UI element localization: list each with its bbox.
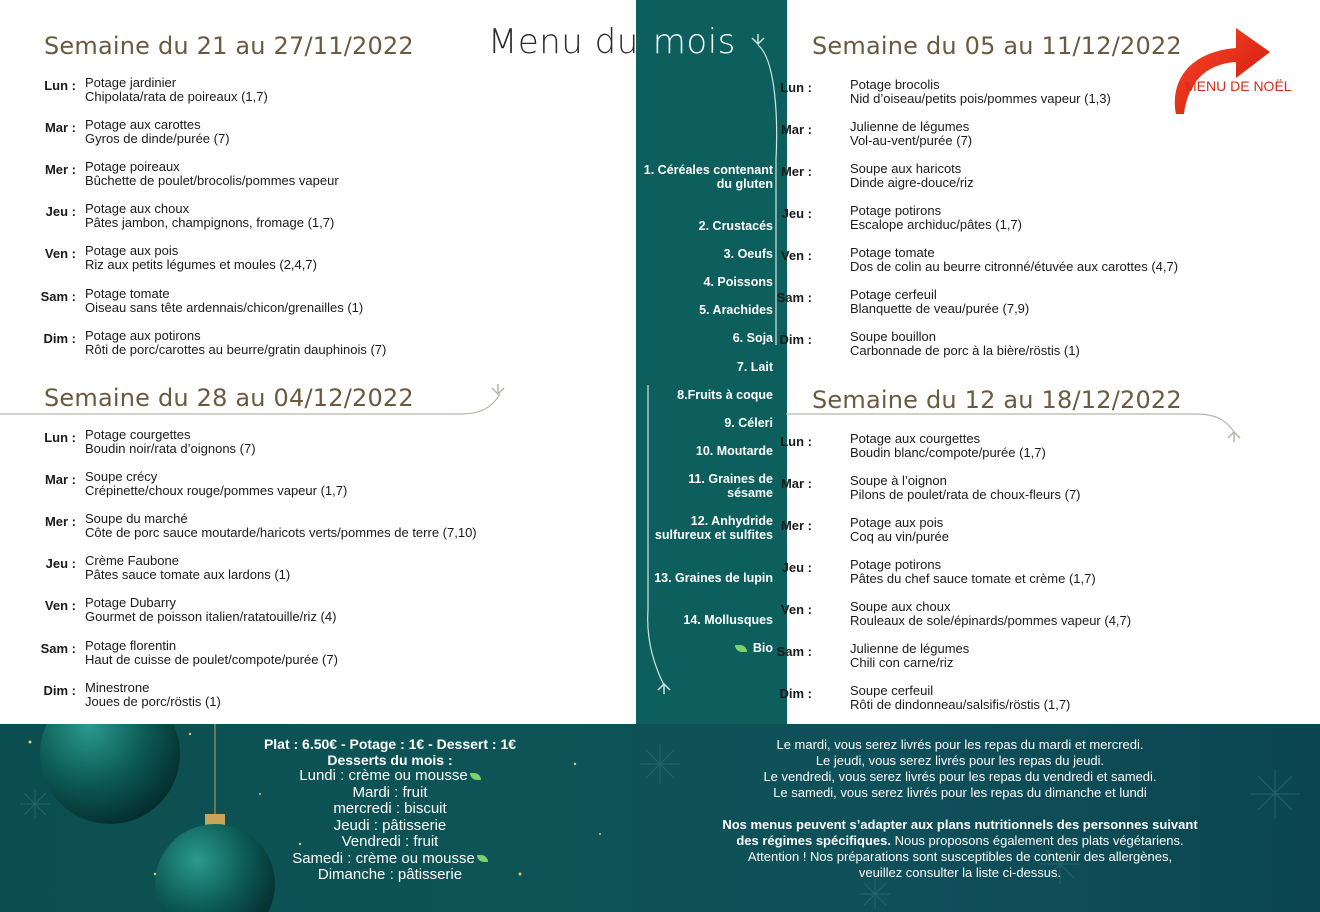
soup-line: Soupe du marché [85,511,188,526]
day-dishes [85,160,339,188]
day-dishes [85,639,338,667]
day-dishes [850,330,1080,358]
day-label: Sam : [776,290,812,305]
allergen-item [643,514,773,542]
day-dishes [85,512,477,540]
day-dishes [85,596,336,624]
soup-line: Crème Faubone [85,553,179,568]
day-dishes [850,516,949,544]
main-dish-line: Coq au vin/purée [850,529,950,544]
main-dish-line: Bûchette de poulet/brocolis/pommes vapeur [85,173,339,188]
soup-line: Soupe aux choux [850,599,951,614]
soup-line: Potage aux potirons [85,328,201,343]
day-label: Lun : [780,80,812,95]
day-dishes [850,204,1022,232]
dessert-label: Jeudi : pâtisserie [333,816,447,834]
day-dishes [850,120,972,148]
week-block-1 [40,32,414,357]
dessert-label: Dimanche : pâtisserie [317,866,463,883]
day-label: Mar : [44,472,76,487]
main-dish-line: Boudin noir/rata d’oignons (7) [85,441,256,456]
leaf-icon [477,855,488,862]
day-label: Sam : [40,289,76,304]
main-dish-line: Pâtes sauce tomate aux lardons (1) [85,567,291,582]
day-label: Ven : [44,598,76,613]
day-dishes [850,558,1096,586]
soup-line: Potage aux pois [85,243,179,258]
allergen-label: 8.Fruits à coque [677,388,773,402]
main-dish-line: Crépinette/choux rouge/pommes vapeur (1,7) [85,483,348,498]
main-dish-line: Boudin blanc/compote/purée (1,7) [850,445,1046,460]
main-dish-line: Rôti de porc/carottes au beurre/gratin dauphinois (7) [85,342,387,357]
desserts-title: Desserts du mois : [327,752,453,768]
soup-line: Soupe cerfeuil [850,683,934,698]
allergen-item [643,613,773,627]
soup-line: Julienne de légumes [850,119,970,134]
leaf-icon [470,773,481,780]
dessert-label: mercredi : biscuit [333,800,447,817]
day-label: Mar : [780,476,812,491]
allergen-item [643,275,773,289]
main-dish-line: Gourmet de poisson italien/ratatouille/riz (4) [85,609,337,624]
dessert-item [230,818,550,835]
day-dishes [85,554,290,582]
title-part1: Menu du [488,22,639,62]
footer-banner [0,724,1320,912]
allergen-item [643,163,773,191]
prices-line: Plat : 6.50€ - Potage : 1€ - Dessert : 1€ [263,736,517,752]
diet-notice: Nos menus peuvent s’adapter aux plans nutritionnels des personnes suivant [722,817,1198,832]
day-dishes [85,287,363,315]
week-title: Semaine du 21 au 27/11/2022 [44,32,414,60]
dessert-label: Mardi : fruit [352,783,428,801]
main-dish-line: Pâtes jambon, champignons, fromage (1,7) [85,215,335,230]
main-dish-line: Rôti de dindonneau/salsifis/röstis (1,7) [850,697,1071,712]
day-label: Lun : [44,430,76,445]
main-dish-line: Gyros de dinde/purée (7) [85,131,230,146]
allergen-item [643,219,773,233]
day-dishes [850,246,1178,274]
day-label: Sam : [776,644,812,659]
main-dish-line: Vol-au-vent/purée (7) [850,133,973,148]
main-dish-line: Carbonnade de porc à la bière/röstis (1) [850,343,1080,358]
allergen-label: 13. Graines de lupin [654,571,773,585]
allergen-label: 7. Lait [736,360,773,374]
day-dishes [85,329,386,357]
dessert-label: Vendredi : fruit [341,833,439,850]
soup-line: Potage potirons [850,203,942,218]
allergen-item [643,388,773,402]
allergen-label: 2. Crustacés [698,219,773,233]
soup-line: Potage potirons [850,557,942,572]
dessert-item [230,768,550,785]
soup-line: Soupe à l’oignon [850,473,947,488]
allergen-item [643,444,773,458]
main-dish-line: Nid d’oiseau/petits pois/pommes vapeur (1,3) [850,91,1111,106]
main-dish-line: Dinde aigre-douce/riz [850,175,974,190]
day-label: Mar : [780,122,812,137]
allergen-label: 12. Anhydride sulfureux et sulfites [654,514,773,542]
soup-line: Potage florentin [85,638,177,653]
main-dish-line: Côte de porc sauce moutarde/haricots verts/pommes de terre (7,10) [85,525,477,540]
day-dishes [85,428,256,456]
allergen-item [643,247,773,261]
day-dishes [850,600,1131,628]
soup-line: Potage aux choux [85,201,190,216]
main-dish-line: Oiseau sans tête ardennais/chicon/grenailles (1) [85,300,364,315]
main-dish-line: Rouleaux de sole/épinards/pommes vapeur (4,7) [850,613,1132,628]
diet-rest: Nous proposons également des plats végétariens. [890,833,1184,848]
soup-line: Potage cerfeuil [850,287,937,302]
main-dish-line: Blanquette de veau/purée (7,9) [850,301,1030,316]
allergen-label: 5. Arachides [699,303,773,317]
soup-line: Soupe bouillon [850,329,937,344]
week-title: Semaine du 28 au 04/12/2022 [44,384,414,412]
soup-line: Soupe aux haricots [850,161,962,176]
diet-notice-2 [660,833,1260,849]
soup-line: Potage courgettes [85,427,191,442]
allergen-item [643,303,773,317]
allergen-label: Bio [752,641,773,655]
soup-line: Potage brocolis [850,77,940,92]
main-dish-line: Dos de colin au beurre citronné/étuvée aux carottes (4,7) [850,259,1179,274]
day-dishes [85,470,347,498]
dessert-label: Lundi : crème ou mousse [299,767,468,784]
day-dishes [850,642,969,670]
prices-desserts [230,736,550,884]
day-label: Jeu : [45,556,76,571]
soup-line: Potage tomate [85,286,170,301]
day-label: Ven : [780,248,812,263]
soup-line: Julienne de légumes [850,641,970,656]
main-dish-line: Pâtes du chef sauce tomate et crème (1,7) [850,571,1096,586]
divider-left [0,380,520,420]
day-dishes [850,474,1081,502]
christmas-menu-link[interactable]: MENU DE NOËL [1185,78,1292,94]
allergen-column [636,0,787,724]
dessert-item [230,867,550,884]
day-label: Dim : [779,686,812,701]
dessert-item [230,785,550,802]
day-dishes [85,76,268,104]
day-label: Mer : [780,518,812,533]
soup-line: Soupe crécy [85,469,158,484]
day-label: Jeu : [781,206,812,221]
allergen-label: 11. Graines de sésame [688,472,773,500]
day-dishes [850,684,1070,712]
allergen-note-1: Attention ! Nos préparations sont susceptibles de contenir des allergènes, [747,849,1173,864]
main-dish-line: Riz aux petits légumes et moules (2,4,7) [85,257,317,272]
day-dishes [85,681,221,709]
allergen-item [643,416,773,430]
red-arrow-icon[interactable] [1168,22,1278,122]
week-block-3 [776,32,1182,358]
divider-right [786,396,1256,446]
soup-line: Potage aux pois [850,515,944,530]
allergen-item [643,472,773,500]
day-label: Mar : [44,120,76,135]
main-dish-line: Escalope archiduc/pâtes (1,7) [850,217,1022,232]
day-label: Ven : [44,246,76,261]
page-title [488,22,736,62]
soup-line: Potage aux courgettes [850,431,981,446]
allergen-item [643,331,773,345]
soup-line: Potage tomate [850,245,935,260]
day-dishes [85,118,230,146]
allergen-item [643,641,773,655]
day-label: Dim : [779,332,812,347]
week-title: Semaine du 12 au 18/12/2022 [812,386,1182,414]
delivery-info [660,737,1260,881]
dessert-label: Samedi : crème ou mousse [292,849,475,867]
diet-bold: des régimes spécifiques. [736,833,891,848]
delivery-line: Le samedi, vous serez livrés pour les repas du dimanche et lundi [773,785,1147,800]
main-dish-line: Chili con carne/riz [850,655,954,670]
day-label: Sam : [40,641,76,656]
dessert-item [230,851,550,868]
day-label: Jeu : [45,204,76,219]
delivery-line: Le vendredi, vous serez livrés pour les repas du vendredi et samedi. [763,769,1157,784]
day-dishes [850,288,1029,316]
delivery-line: Le mardi, vous serez livrés pour les repas du mardi et mercredi. [776,737,1144,752]
day-label: Mer : [780,164,812,179]
allergen-label: 1. Céréales contenant du gluten [643,163,773,191]
allergen-note-2: veuillez consulter la liste ci-dessus. [858,865,1062,880]
dessert-item [230,834,550,851]
day-label: Mer : [44,514,76,529]
day-dishes [850,162,974,190]
day-label: Dim : [43,331,76,346]
week-title: Semaine du 05 au 11/12/2022 [812,32,1182,60]
allergen-label: 10. Moutarde [695,444,773,458]
soup-line: Potage poireaux [85,159,180,174]
main-dish-line: Pilons de poulet/rata de choux-fleurs (7) [850,487,1081,502]
day-dishes [850,78,1111,106]
leaf-icon [735,645,747,652]
allergen-item [643,571,773,585]
day-label: Jeu : [781,560,812,575]
dessert-item [230,801,550,818]
allergen-label: 6. Soja [732,331,773,345]
main-dish-line: Haut de cuisse de poulet/compote/purée (7) [85,652,338,667]
allergen-item [643,360,773,374]
soup-line: Minestrone [85,680,150,695]
main-dish-line: Chipolata/rata de poireaux (1,7) [85,89,268,104]
main-dish-line: Joues de porc/röstis (1) [85,694,221,709]
day-label: Dim : [43,683,76,698]
allergen-label: 3. Oeufs [723,247,773,261]
day-dishes [85,202,334,230]
allergen-label: 9. Céleri [724,416,773,430]
day-label: Mer : [44,162,76,177]
delivery-line: Le jeudi, vous serez livrés pour les repas du jeudi. [815,753,1105,768]
day-label: Lun : [780,434,812,449]
title-part2: mois [652,22,736,62]
allergen-label: 4. Poissons [703,275,773,289]
soup-line: Potage Dubarry [85,595,177,610]
soup-line: Potage aux carottes [85,117,201,132]
soup-line: Potage jardinier [85,75,177,90]
day-label: Ven : [780,602,812,617]
day-label: Lun : [44,78,76,93]
day-dishes [85,244,317,272]
allergen-label: 14. Mollusques [683,613,773,627]
